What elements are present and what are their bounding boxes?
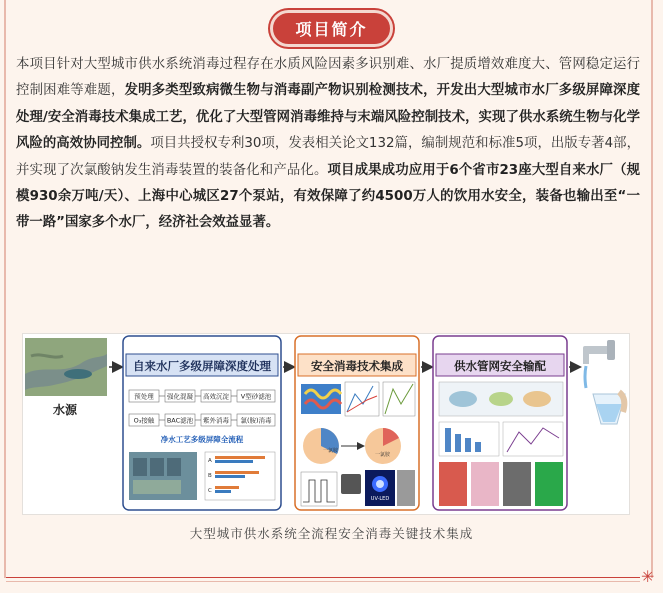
intro-text-4-bold: 项目成果成功应用于6个省市23座大型自来水厂（规模930余万吨/天）、上海中心城区27个泵站，有效保障了约4500万人的饮用水安全，装备也输出至“一带一路”国家多个水厂，经济社会效益显著。: [16, 162, 641, 231]
stage2-title: 安全消毒技术集成: [311, 359, 403, 373]
step-v-filter: V型砂滤池: [240, 392, 272, 401]
water-source-image: [25, 338, 107, 396]
step-pretreat: 预处理: [134, 392, 154, 401]
intro-text-2-bold: 发明多类型致病微生物与消毒副产物识别检测技术，开发出大型城市水厂多级屏障深度处理/安全消毒技术集成工艺，优化了大型管网消毒维持与末端风险控制技术，实现了供水系统生物与化学风险的高效协同控制。: [16, 83, 641, 152]
section-title: 项目简介: [270, 10, 392, 47]
step-bac: BAC滤池: [166, 416, 194, 425]
stage2-panel: [295, 336, 419, 510]
bar-label-a: A: [208, 458, 212, 464]
stage3-panel: [433, 336, 567, 510]
bar-label-c: C: [208, 488, 212, 494]
pie-label-1: 一氯胺: [323, 448, 339, 454]
stage1-title: 自来水厂多级屏障深度处理: [133, 359, 271, 373]
water-source-label: 水源: [52, 403, 78, 417]
stage1-bar-chart: [205, 452, 275, 500]
step-sedimentation: 高效沉淀: [203, 392, 229, 401]
process-diagram: [23, 334, 629, 514]
process-figure: [22, 333, 630, 515]
step-chlorine: 氯(胺)消毒: [240, 416, 272, 425]
intro-text-3: 项目共授权专利30项，发表相关论文132篇，编制规范和标准5项，出版专著4部，并实现了次氯酸钠发生消毒装置的装备化和产品化。: [16, 136, 640, 178]
water-glass-icon: [593, 392, 625, 424]
sparkle-icon: ✳: [641, 567, 655, 586]
stage3-title: 供水管网安全输配: [454, 359, 546, 373]
title-area: [0, 10, 663, 47]
stage1-panel: [123, 336, 281, 510]
faucet-icon: [583, 340, 615, 388]
intro-text-1: 本项目针对大型城市供水系统消毒过程存在水质风险因素多识别难、水厂提质增效难度大、管网稳定运行控制困难等难题，: [16, 57, 640, 99]
uv-led-label: UV-LED: [370, 496, 390, 502]
stage1-subtitle: 净水工艺多级屏障全流程: [160, 435, 244, 444]
step-uv: 紫外消毒: [203, 416, 229, 425]
plant-photo: [129, 452, 197, 500]
intro-paragraph: [16, 52, 640, 237]
pie-label-2: 一氯胺: [375, 452, 391, 458]
bar-label-b: B: [208, 473, 212, 479]
step-coagulation: 强化混凝: [167, 392, 193, 401]
figure-caption: 大型城市供水系统全流程安全消毒关键技术集成: [189, 526, 474, 541]
bottom-divider: [6, 577, 640, 578]
step-ozone: O₃接触: [133, 416, 155, 425]
bottom-divider-thin: [6, 581, 640, 582]
